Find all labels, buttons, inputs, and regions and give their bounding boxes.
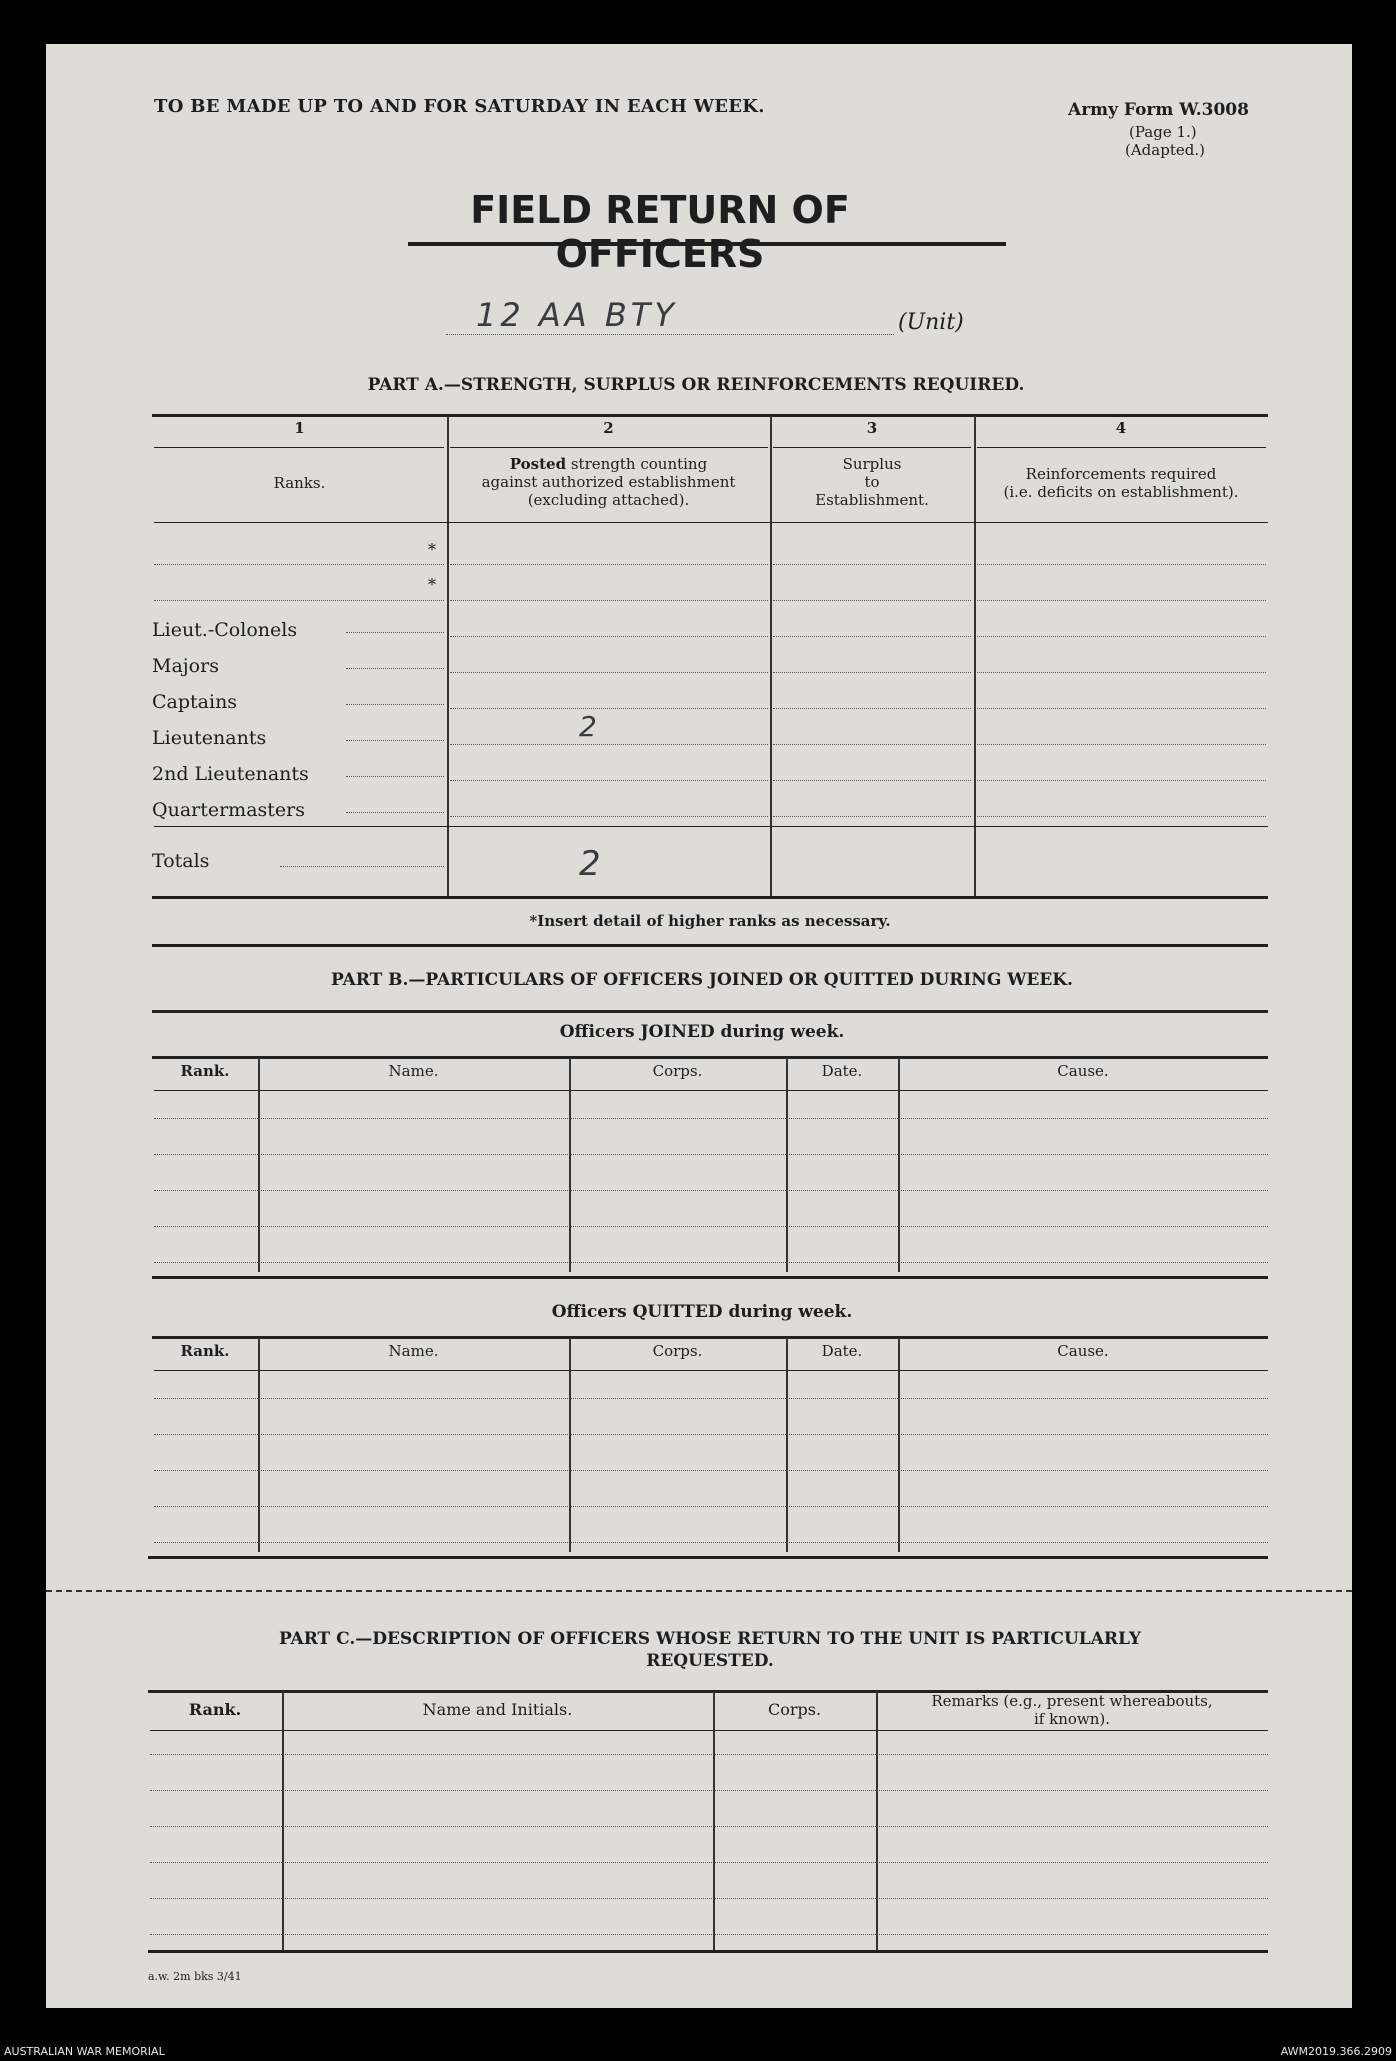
surplus-header-line1: Surplus (842, 455, 902, 473)
ranks-list (152, 612, 309, 828)
reinforcements-header (974, 465, 1268, 501)
surplus-header-line3: Establishment. (815, 491, 929, 509)
posted-row-line (450, 744, 768, 745)
reinforcements-row-line (977, 816, 1266, 817)
reinforcements-row-line (977, 744, 1266, 745)
joined-row-line (154, 1190, 1268, 1191)
part-a-number-rule (773, 447, 971, 448)
leader-dots (346, 740, 444, 741)
ranks-header: Ranks. (273, 474, 326, 492)
surplus-row-line (773, 816, 971, 817)
reinforcements-row-line (977, 708, 1266, 709)
rank-lieut-colonels: Lieut.-Colonels (152, 619, 298, 641)
quitted-col-rank: Rank. (180, 1342, 230, 1360)
posted-header-bold: Posted (509, 455, 567, 473)
posted-row-line (450, 636, 768, 637)
posted-header-line3: (excluding attached). (527, 491, 690, 509)
posted-header-line2: against authorized establishment (481, 473, 736, 491)
joined-row-line (154, 1154, 1268, 1155)
unit-handwritten: 12 AA BTY (476, 296, 678, 334)
quitted-row-line (154, 1434, 1268, 1435)
part-c-heading-line1: PART C.—DESCRIPTION OF OFFICERS WHOSE RETURN TO THE UNIT IS PARTICULARLY (278, 1629, 1142, 1649)
col-number-1: 1 (294, 419, 305, 437)
part-c-col-divider (876, 1692, 878, 1952)
part-c-row-line (150, 1934, 1268, 1935)
posted-row-line (450, 600, 768, 601)
quitted-col-date: Date. (821, 1342, 863, 1360)
posted-row-line (450, 672, 768, 673)
surplus-row-line (773, 780, 971, 781)
part-c-col-corps: Corps. (767, 1700, 822, 1719)
part-c-col-rank: Rank. (188, 1700, 242, 1719)
posted-row-line (450, 564, 768, 565)
posted-row-line (450, 708, 768, 709)
joined-row-line (154, 1226, 1268, 1227)
part-a-footnote-rule (152, 944, 1268, 947)
quitted-title-post: during week. (722, 1302, 853, 1322)
posted-row-line (450, 780, 768, 781)
col-number-3: 3 (866, 419, 878, 437)
part-b-heading: PART B.—PARTICULARS OF OFFICERS JOINED OR QUITTED DURING WEEK. (331, 970, 1073, 990)
quitted-col-cause: Cause. (1057, 1342, 1109, 1360)
archive-reference: AWM2019.366.2909 (1280, 2045, 1392, 2058)
surplus-header (770, 455, 974, 509)
joined-title-post: during week. (714, 1022, 845, 1042)
part-a-number-rule (450, 447, 768, 448)
leader-dots (346, 704, 444, 705)
joined-title-pre: Officers (559, 1022, 641, 1042)
star-marker: * (428, 575, 436, 594)
quitted-title-pre: Officers (551, 1302, 633, 1322)
part-c-row-line (150, 1862, 1268, 1863)
totals-rule (154, 826, 1268, 827)
part-a-header-rule (154, 522, 1268, 523)
leader-dots (346, 632, 444, 633)
joined-table-bottom-rule (152, 1276, 1268, 1279)
part-a-number-rule (154, 447, 444, 448)
joined-row-line (154, 1262, 1268, 1263)
joined-col-cause: Cause. (1057, 1062, 1109, 1080)
archive-credit: AUSTRALIAN WAR MEMORIAL (4, 2045, 165, 2058)
leader-dots (346, 776, 444, 777)
rank-entry-line (154, 564, 444, 565)
leader-dots (346, 812, 444, 813)
part-c-row-line (150, 1826, 1268, 1827)
quitted-header-rule (154, 1370, 1268, 1371)
leader-dots (280, 866, 444, 867)
form-number: Army Form W.3008 (1068, 100, 1249, 120)
rank-2nd-lieutenants: 2nd Lieutenants (152, 763, 309, 785)
print-code: a.w. 2m bks 3/41 (148, 1970, 242, 1983)
part-c-header-rule (150, 1730, 1268, 1731)
remarks-header-line1: Remarks (e.g., present whereabouts, (931, 1692, 1213, 1710)
unit-dotted-line (446, 334, 894, 335)
joined-row-line (154, 1118, 1268, 1119)
posted-header (447, 455, 770, 509)
quitted-row-line (154, 1398, 1268, 1399)
joined-col-date: Date. (821, 1062, 863, 1080)
surplus-row-line (773, 636, 971, 637)
form-adapted: (Adapted.) (1125, 141, 1205, 159)
instruction-text: TO BE MADE UP TO AND FOR SATURDAY IN EACH WEEK. (154, 96, 765, 117)
joined-header-rule (154, 1090, 1268, 1091)
reinforcements-header-line2: (i.e. deficits on establishment). (1003, 483, 1239, 501)
surplus-header-line2: to (864, 473, 880, 491)
reinforcements-header-line1: Reinforcements required (1025, 465, 1217, 483)
reinforcements-row-line (977, 600, 1266, 601)
part-a-heading: PART A.—STRENGTH, SURPLUS OR REINFORCEMENTS REQUIRED. (367, 375, 1025, 395)
part-c-col-remarks (876, 1692, 1268, 1728)
joined-table-title (152, 1022, 1252, 1042)
joined-col-name: Name. (388, 1062, 439, 1080)
unit-label: (Unit) (898, 310, 964, 335)
part-b-heading-rule (152, 1010, 1268, 1013)
lieutenants-posted-value: 2 (579, 710, 597, 743)
rank-lieutenants: Lieutenants (152, 727, 267, 749)
posted-row-line (450, 816, 768, 817)
quitted-title-bold: QUITTED (632, 1302, 723, 1322)
page-title: FIELD RETURN OF OFFICERS (470, 188, 850, 276)
remarks-header-line2: if known). (1033, 1710, 1111, 1728)
reinforcements-row-line (977, 636, 1266, 637)
part-c-heading-line2: REQUESTED. (646, 1651, 774, 1671)
quitted-table-bottom-rule (148, 1556, 1268, 1559)
part-a-number-rule (977, 447, 1266, 448)
totals-label: Totals (152, 850, 210, 872)
quitted-col-corps: Corps. (652, 1342, 703, 1360)
part-c-row-line (150, 1790, 1268, 1791)
quitted-row-line (154, 1470, 1268, 1471)
quitted-row-line (154, 1542, 1268, 1543)
part-c-col-divider (713, 1692, 715, 1952)
quitted-row-line (154, 1506, 1268, 1507)
part-c-col-divider (282, 1692, 284, 1952)
part-a-footnote: *Insert detail of higher ranks as necessary. (529, 912, 891, 930)
title-underline (408, 242, 1006, 246)
star-marker: * (428, 540, 436, 559)
rank-majors: Majors (152, 655, 219, 677)
surplus-row-line (773, 708, 971, 709)
part-c-row-line (150, 1898, 1268, 1899)
rank-quartermasters: Quartermasters (152, 799, 305, 821)
part-a-bottom-rule (152, 896, 1268, 899)
part-c-bottom-rule (148, 1950, 1268, 1953)
quitted-table-top-rule (152, 1336, 1268, 1339)
leader-dots (346, 668, 444, 669)
form-page-number: (Page 1.) (1129, 123, 1197, 141)
part-c-heading (146, 1628, 1274, 1672)
surplus-row-line (773, 672, 971, 673)
col-number-2: 2 (603, 419, 614, 437)
totals-posted-value: 2 (579, 844, 601, 884)
part-c-row-line (150, 1754, 1268, 1755)
col-number-4: 4 (1115, 419, 1127, 437)
surplus-row-line (773, 564, 971, 565)
joined-title-bold: JOINED (640, 1022, 715, 1042)
part-a-top-rule (152, 414, 1268, 417)
surplus-row-line (773, 744, 971, 745)
quitted-col-name: Name. (388, 1342, 439, 1360)
part-c-col-name: Name and Initials. (422, 1700, 573, 1719)
perforation-line (46, 1590, 1352, 1592)
quitted-table-title (152, 1302, 1252, 1322)
reinforcements-row-line (977, 780, 1266, 781)
surplus-row-line (773, 600, 971, 601)
reinforcements-row-line (977, 564, 1266, 565)
joined-col-rank: Rank. (180, 1062, 230, 1080)
joined-col-corps: Corps. (652, 1062, 703, 1080)
reinforcements-row-line (977, 672, 1266, 673)
rank-entry-line (154, 600, 444, 601)
joined-table-top-rule (152, 1056, 1268, 1059)
rank-captains: Captains (152, 691, 238, 713)
posted-header-line1: strength counting (566, 455, 708, 473)
form-page (46, 44, 1352, 2008)
